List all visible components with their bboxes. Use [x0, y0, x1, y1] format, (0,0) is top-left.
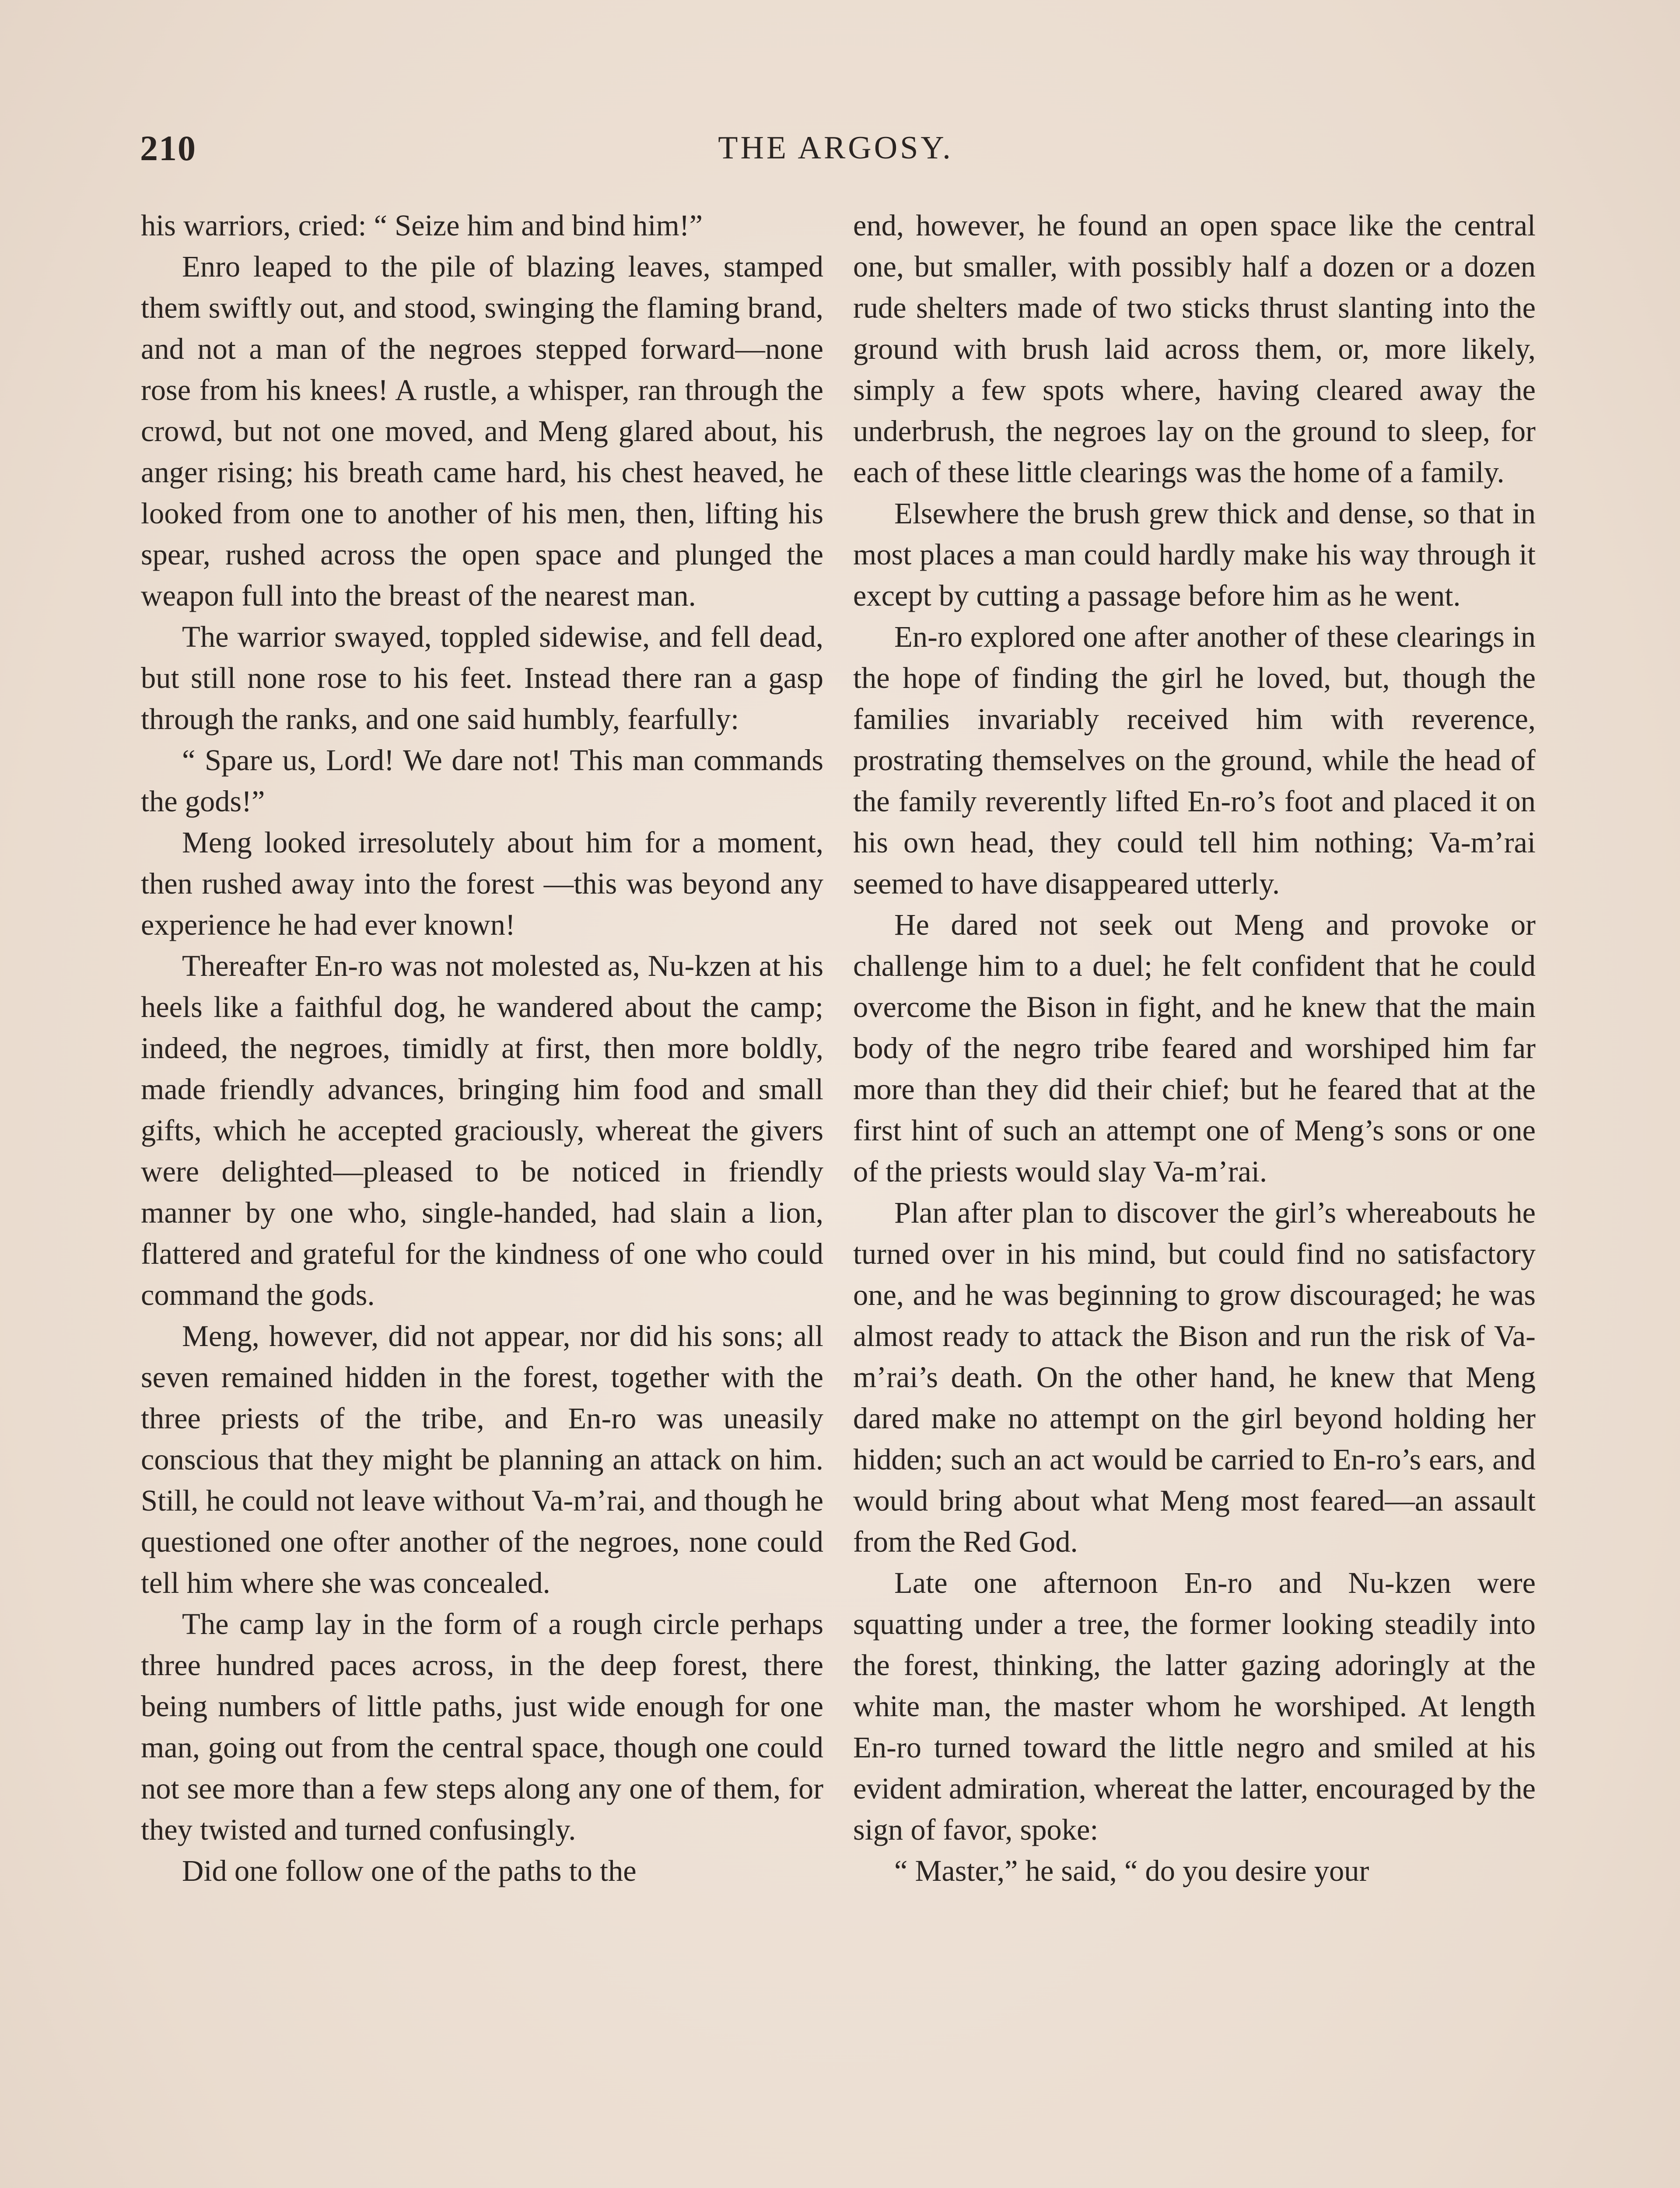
paragraph: En-ro explored one after another of these clearings in the hope of finding the girl he loved, but, though the families invariably received him with reverence, prostrating themselves on the ground, while the head of the family reverently lifted En-ro’s foot and placed it on his own head, they could tell him nothing; Va-m’rai seemed to have disappeared utterly. [853, 620, 1536, 900]
paragraph: He dared not seek out Meng and provoke or challenge him to a duel; he felt confident that he could overcome the Bison in fight, and he knew that the main body of the negro tribe feared and worshiped him far more than they did their chief; but he feared that at the first hint of such an attempt one of Meng’s sons or one of the priests would slay Va-m’rai. [853, 908, 1536, 1188]
paragraph: “ Spare us, Lord! We dare not! This man commands the gods!” [141, 743, 823, 818]
paragraph: Enro leaped to the pile of blazing leaves, stamped them swiftly out, and stood, swinging the flaming brand, and not a man of the negroes stepped forward—none rose from his knees! A rustle, a whisper, ran through the crowd, but not one moved, and Meng glared about, his anger rising; his breath came hard, his chest heaved, he looked from one to another of his men, then, lifting his spear, rushed across the open space and plunged the weapon full into the breast of the nearest man. [141, 250, 823, 612]
paragraph: Meng, however, did not appear, nor did his sons; all seven remained hidden in the forest, together with the three priests of the tribe, and En-ro was uneasily conscious that they might be planning an attack on him. Still, he could not leave without Va-m’rai, and though he questioned one ofter another of the negroes, none could tell him where she was concealed. [141, 1319, 823, 1599]
paragraph: his warriors, cried: “ Seize him and bind him!” [141, 209, 703, 242]
paragraph: Did one follow one of the paths to the [182, 1854, 637, 1887]
paragraph: Meng looked irresolutely about him for a moment, then rushed away into the forest —this was beyond any experience he had ever known! [141, 826, 823, 941]
paragraph: The camp lay in the form of a rough circle perhaps three hundred paces across, in the deep forest, there being numbers of little paths, just wide enough for one man, going out from the central space, though one could not see more than a few steps along any one of them, for they twisted and turned confusingly. [141, 1607, 823, 1846]
right-column [853, 205, 1536, 1891]
page-header [140, 128, 1531, 176]
running-title: THE ARGOSY. [718, 130, 953, 166]
paragraph: “ Master,” he said, “ do you desire your [894, 1854, 1369, 1887]
paragraph: Thereafter En-ro was not molested as, Nu-kzen at his heels like a faithful dog, he wandered about the camp; indeed, the negroes, timidly at first, then more boldly, made friendly advances, bringing him food and small gifts, which he accepted graciously, whereat the givers were delighted—pleased to be noticed in friendly manner by one who, single-handed, had slain a lion, flattered and grateful for the kindness of one who could command the gods. [141, 949, 823, 1311]
paragraph: end, however, he found an open space like the central one, but smaller, with possibly half a dozen or a dozen rude shelters made of two sticks thrust slanting into the ground with brush laid across them, or, more likely, simply a few spots where, having cleared away the underbrush, the negroes lay on the ground to sleep, for each of these little clearings was the home of a family. [853, 209, 1536, 489]
page-number: 210 [140, 128, 196, 168]
paragraph: Elsewhere the brush grew thick and dense, so that in most places a man could hardly make his way through it except by cutting a passage before him as he went. [853, 497, 1536, 612]
left-column [141, 205, 823, 1891]
paragraph: The warrior swayed, toppled sidewise, and fell dead, but still none rose to his feet. Instead there ran a gasp through the ranks, and one said humbly, fearfully: [141, 620, 823, 736]
paragraph: Plan after plan to discover the girl’s whereabouts he turned over in his mind, but could find no satisfactory one, and he was beginning to grow discouraged; he was almost ready to attack the Bison and run the risk of Va-m’rai’s death. On the other hand, he knew that Meng dared make no attempt on the girl beyond holding her hidden; such an act would be carried to En-ro’s ears, and would bring about what Meng most feared—an assault from the Red God. [853, 1196, 1536, 1558]
paragraph: Late one afternoon En-ro and Nu-kzen were squatting under a tree, the former looking steadily into the forest, thinking, the latter gazing adoringly at the white man, the master whom he worshiped. At length En-ro turned toward the little negro and smiled at his evident admiration, whereat the latter, encouraged by the sign of favor, spoke: [853, 1566, 1536, 1846]
